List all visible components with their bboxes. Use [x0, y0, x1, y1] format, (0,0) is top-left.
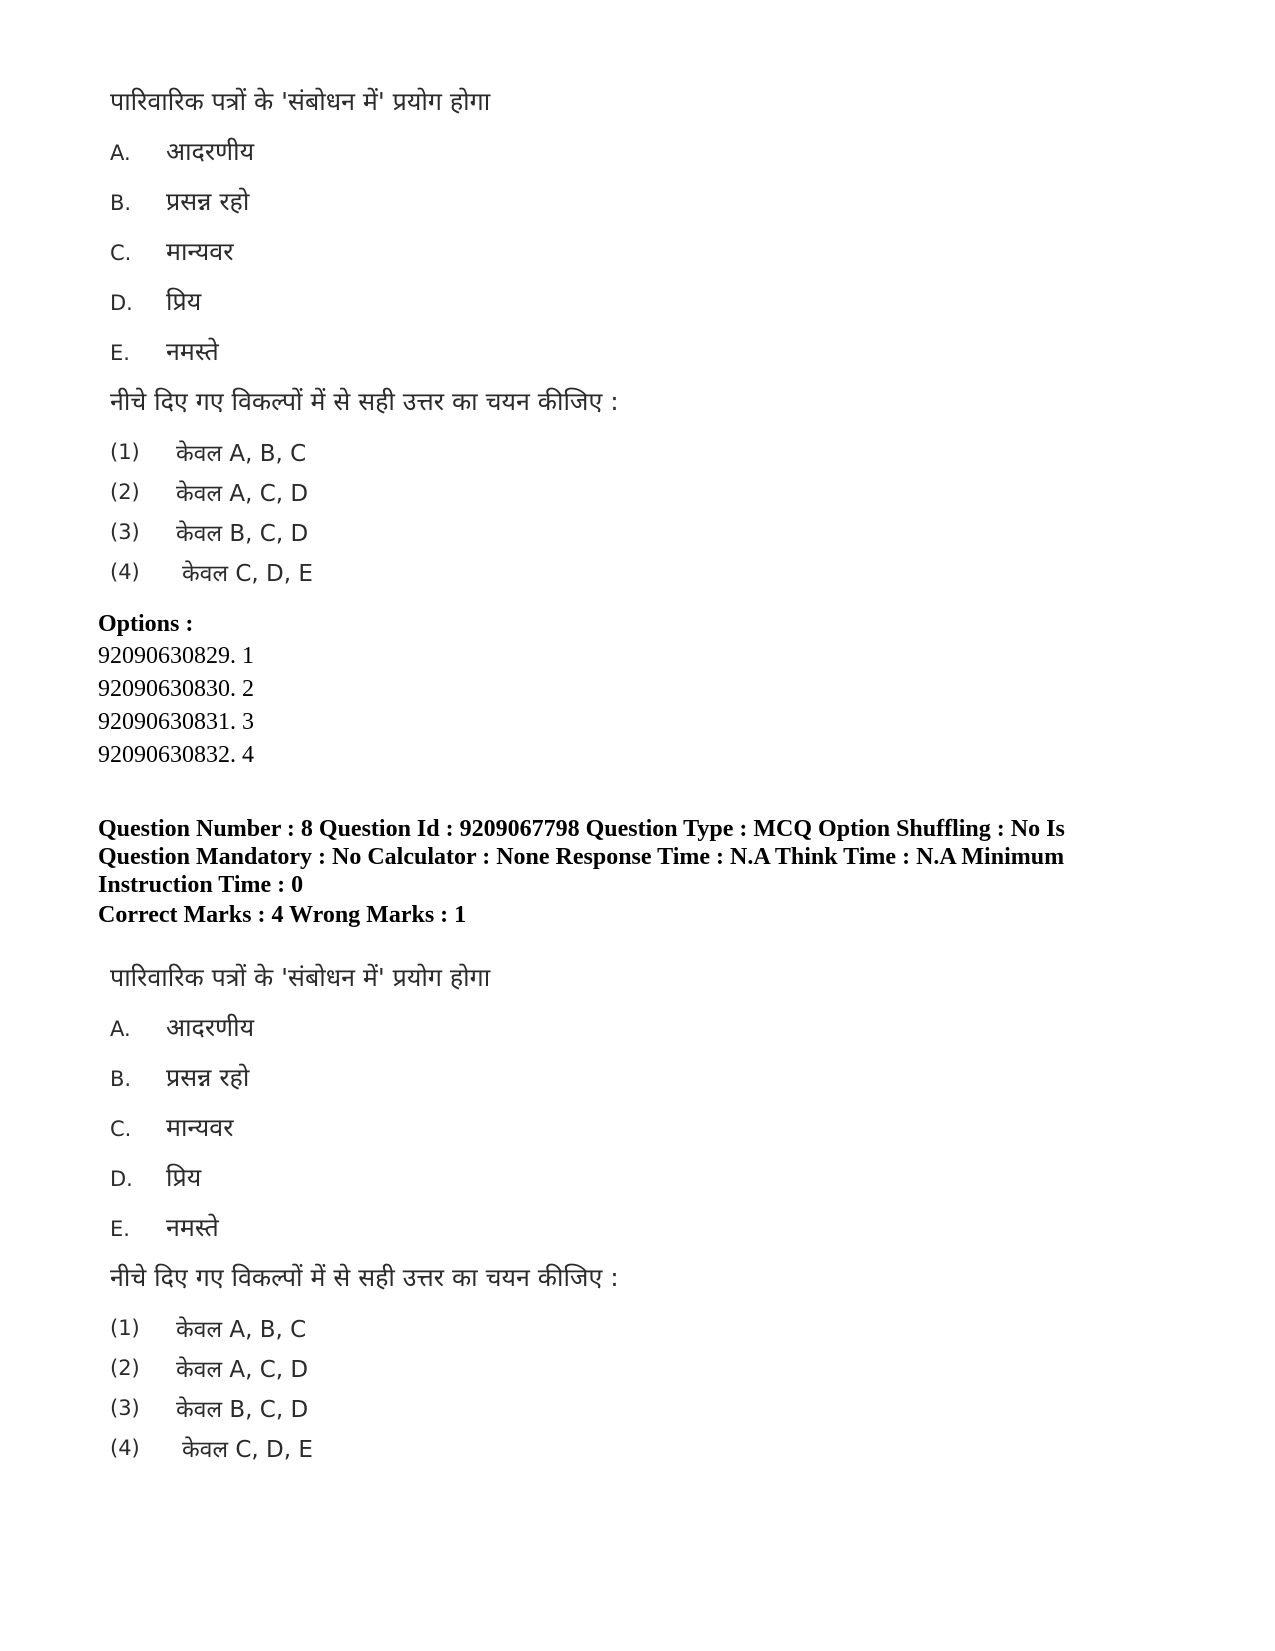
option-text-c: मान्यवर	[166, 237, 234, 266]
option-id-2: 92090630830. 2	[98, 676, 254, 702]
choice-text-3: केवल B, C, D	[176, 1397, 309, 1423]
choice-number-2: (2)	[110, 480, 140, 504]
choice-number-1: (1)	[110, 440, 140, 464]
choice-number-3: (3)	[110, 520, 140, 544]
question-instruction: नीचे दिए गए विकल्पों में से सही उत्तर का चयन कीजिए :	[110, 1263, 619, 1292]
option-id-4: 92090630832. 4	[98, 742, 254, 768]
option-text-b: प्रसन्न रहो	[166, 1063, 250, 1092]
question-image-2	[110, 960, 710, 1480]
option-letter-c: C.	[110, 1117, 132, 1141]
option-letter-b: B.	[110, 1067, 132, 1091]
option-text-e: नमस्ते	[166, 1213, 219, 1242]
option-letter-e: E.	[110, 1217, 130, 1241]
choice-text-3: केवल B, C, D	[176, 521, 309, 547]
choice-text-2: केवल A, C, D	[176, 481, 309, 507]
choice-text-2: केवल A, C, D	[176, 1357, 309, 1383]
option-id-3: 92090630831. 3	[98, 709, 254, 735]
option-text-d: प्रिय	[166, 287, 202, 316]
question-instruction: नीचे दिए गए विकल्पों में से सही उत्तर का चयन कीजिए :	[110, 387, 619, 416]
option-letter-a: A.	[110, 141, 131, 165]
option-text-b: प्रसन्न रहो	[166, 187, 250, 216]
option-letter-a: A.	[110, 1017, 131, 1041]
option-text-e: नमस्ते	[166, 337, 219, 366]
option-letter-c: C.	[110, 241, 132, 265]
option-letter-d: D.	[110, 291, 133, 315]
choice-text-4: केवल C, D, E	[182, 561, 313, 587]
question-image-1	[110, 84, 710, 604]
choice-number-4: (4)	[110, 560, 140, 584]
option-letter-d: D.	[110, 1167, 133, 1191]
option-text-a: आदरणीय	[166, 1013, 255, 1042]
choice-number-2: (2)	[110, 1356, 140, 1380]
choice-text-1: केवल A, B, C	[176, 1317, 307, 1343]
choice-number-4: (4)	[110, 1436, 140, 1460]
choice-number-3: (3)	[110, 1396, 140, 1420]
option-letter-b: B.	[110, 191, 132, 215]
question-stem: पारिवारिक पत्रों के 'संबोधन में' प्रयोग होगा	[110, 87, 491, 116]
option-text-a: आदरणीय	[166, 137, 255, 166]
question-metadata: Question Number : 8 Question Id : 9209067798 Question Type : MCQ Option Shuffling : No Is Question Mandatory : No Calculator : None Response Time : N.A Think Time : N.A Minimum Instruction Time : 0	[98, 816, 1065, 898]
option-letter-e: E.	[110, 341, 130, 365]
question-stem: पारिवारिक पत्रों के 'संबोधन में' प्रयोग होगा	[110, 963, 491, 992]
option-text-d: प्रिय	[166, 1163, 202, 1192]
options-heading: Options :	[98, 611, 194, 637]
choice-text-4: केवल C, D, E	[182, 1437, 313, 1463]
option-text-c: मान्यवर	[166, 1113, 234, 1142]
marks-line: Correct Marks : 4 Wrong Marks : 1	[98, 902, 467, 928]
option-id-1: 92090630829. 1	[98, 643, 254, 669]
choice-text-1: केवल A, B, C	[176, 441, 307, 467]
choice-number-1: (1)	[110, 1316, 140, 1340]
